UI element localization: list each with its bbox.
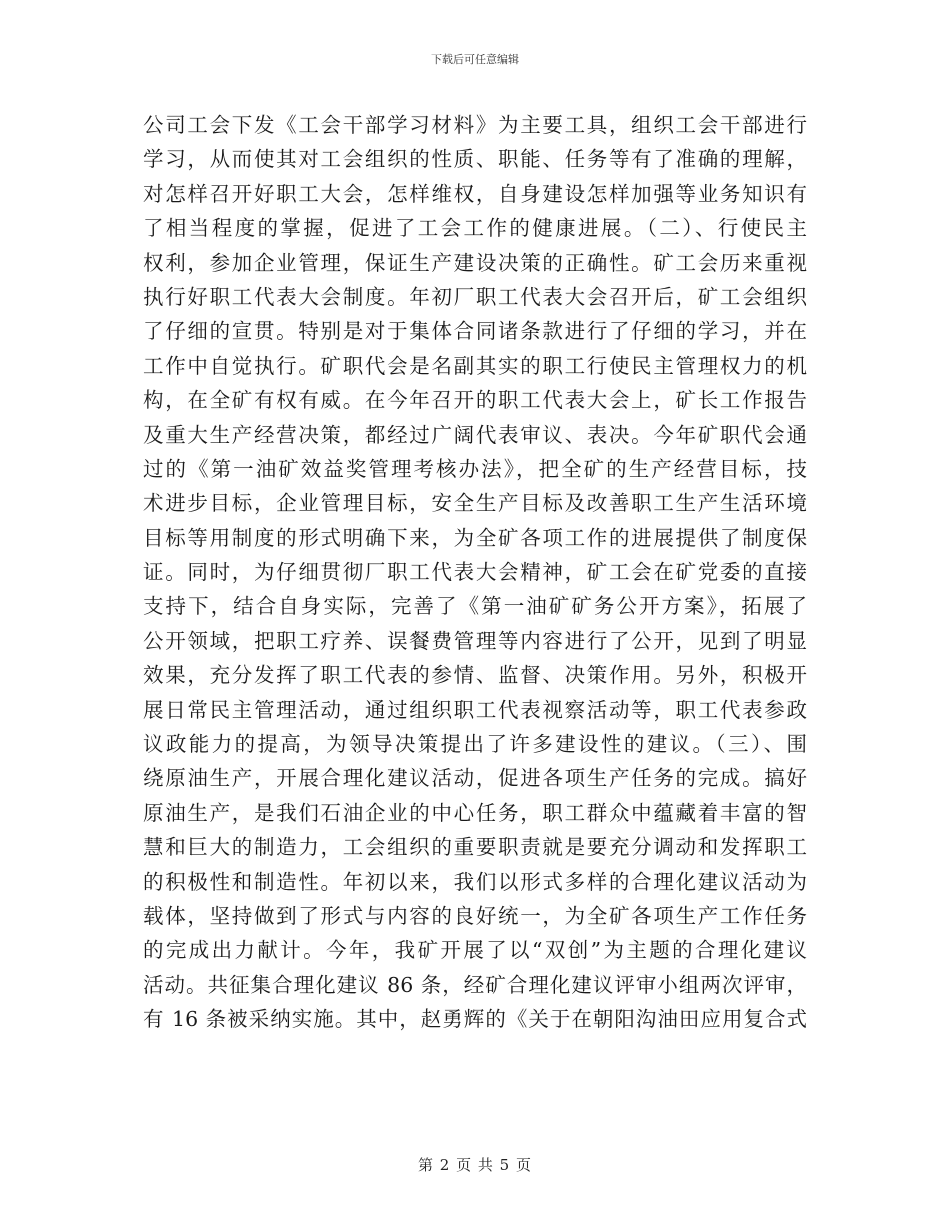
body-text-line: 慧和巨大的制造力，工会组织的重要职责就是要充分调动和发挥职工 <box>143 835 807 860</box>
body-text-line: 执行好职工代表大会制度。年初厂职工代表大会召开后，矿工会组织 <box>143 284 807 309</box>
body-text-line: 对怎样召开好职工大会，怎样维权，自身建设怎样加强等业务知识有 <box>143 181 807 206</box>
page-header: 下载后可任意编辑 <box>431 53 519 66</box>
body-text-line: 的积极性和制造性。年初以来，我们以形式多样的合理化建议活动为 <box>143 869 807 894</box>
body-text-line: 支持下，结合自身实际，完善了《第一油矿矿务公开方案》，拓展了 <box>143 594 807 619</box>
body-text-line: 议政能力的提高，为领导决策提出了许多建设性的建议。（三）、围 <box>143 732 807 757</box>
body-text-line: 过的《第一油矿效益奖管理考核办法》，把全矿的生产经营目标，技 <box>143 456 807 481</box>
document-body <box>143 108 807 1037</box>
body-text-line: 目标等用制度的形式明确下来，为全矿各项工作的进展提供了制度保 <box>143 525 807 550</box>
body-text-line: 展日常民主管理活动，通过组织职工代表视察活动等，职工代表参政 <box>143 697 807 722</box>
body-text-line: 了仔细的宣贯。特别是对于集体合同诸条款进行了仔细的学习，并在 <box>143 319 807 344</box>
page-number-footer: 第 2 页 共 5 页 <box>418 1156 532 1174</box>
body-text-line: 及重大生产经营决策，都经过广阔代表审议、表决。今年矿职代会通 <box>143 422 807 447</box>
body-text-line: 有 16 条被采纳实施。其中，赵勇辉的《关于在朝阳沟油田应用复合式 <box>143 1007 807 1032</box>
body-text-line: 效果，充分发挥了职工代表的参情、监督、决策作用。另外，积极开 <box>143 663 807 688</box>
body-text-line: 原油生产，是我们石油企业的中心任务，职工群众中蕴藏着丰富的智 <box>143 800 807 825</box>
body-text-line: 证。同时，为仔细贯彻厂职工代表大会精神，矿工会在矿党委的直接 <box>143 560 807 585</box>
body-text-line: 的完成出力献计。今年，我矿开展了以“双创”为主题的合理化建议 <box>143 938 807 963</box>
body-text-line: 术进步目标，企业管理目标，安全生产目标及改善职工生产生活环境 <box>143 491 807 516</box>
body-text-line: 绕原油生产，开展合理化建议活动，促进各项生产任务的完成。搞好 <box>143 766 807 791</box>
body-text-line: 学习，从而使其对工会组织的性质、职能、任务等有了准确的理解， <box>143 147 807 172</box>
body-text-line: 工作中自觉执行。矿职代会是名副其实的职工行使民主管理权力的机 <box>143 353 807 378</box>
body-text-line: 权利，参加企业管理，保证生产建设决策的正确性。矿工会历来重视 <box>143 250 807 275</box>
body-text-line: 公开领域，把职工疗养、误餐费管理等内容进行了公开，见到了明显 <box>143 628 807 653</box>
body-text-line: 载体，坚持做到了形式与内容的良好统一，为全矿各项生产工作任务 <box>143 903 807 928</box>
body-text-line: 构，在全矿有权有威。在今年召开的职工代表大会上，矿长工作报告 <box>143 388 807 413</box>
body-text-line: 了相当程度的掌握，促进了工会工作的健康进展。（二）、行使民主 <box>143 216 807 241</box>
body-text-line: 活动。共征集合理化建议 86 条，经矿合理化建议评审小组两次评审， <box>143 972 807 997</box>
body-text-line: 公司工会下发《工会干部学习材料》为主要工具，组织工会干部进行 <box>143 113 807 137</box>
